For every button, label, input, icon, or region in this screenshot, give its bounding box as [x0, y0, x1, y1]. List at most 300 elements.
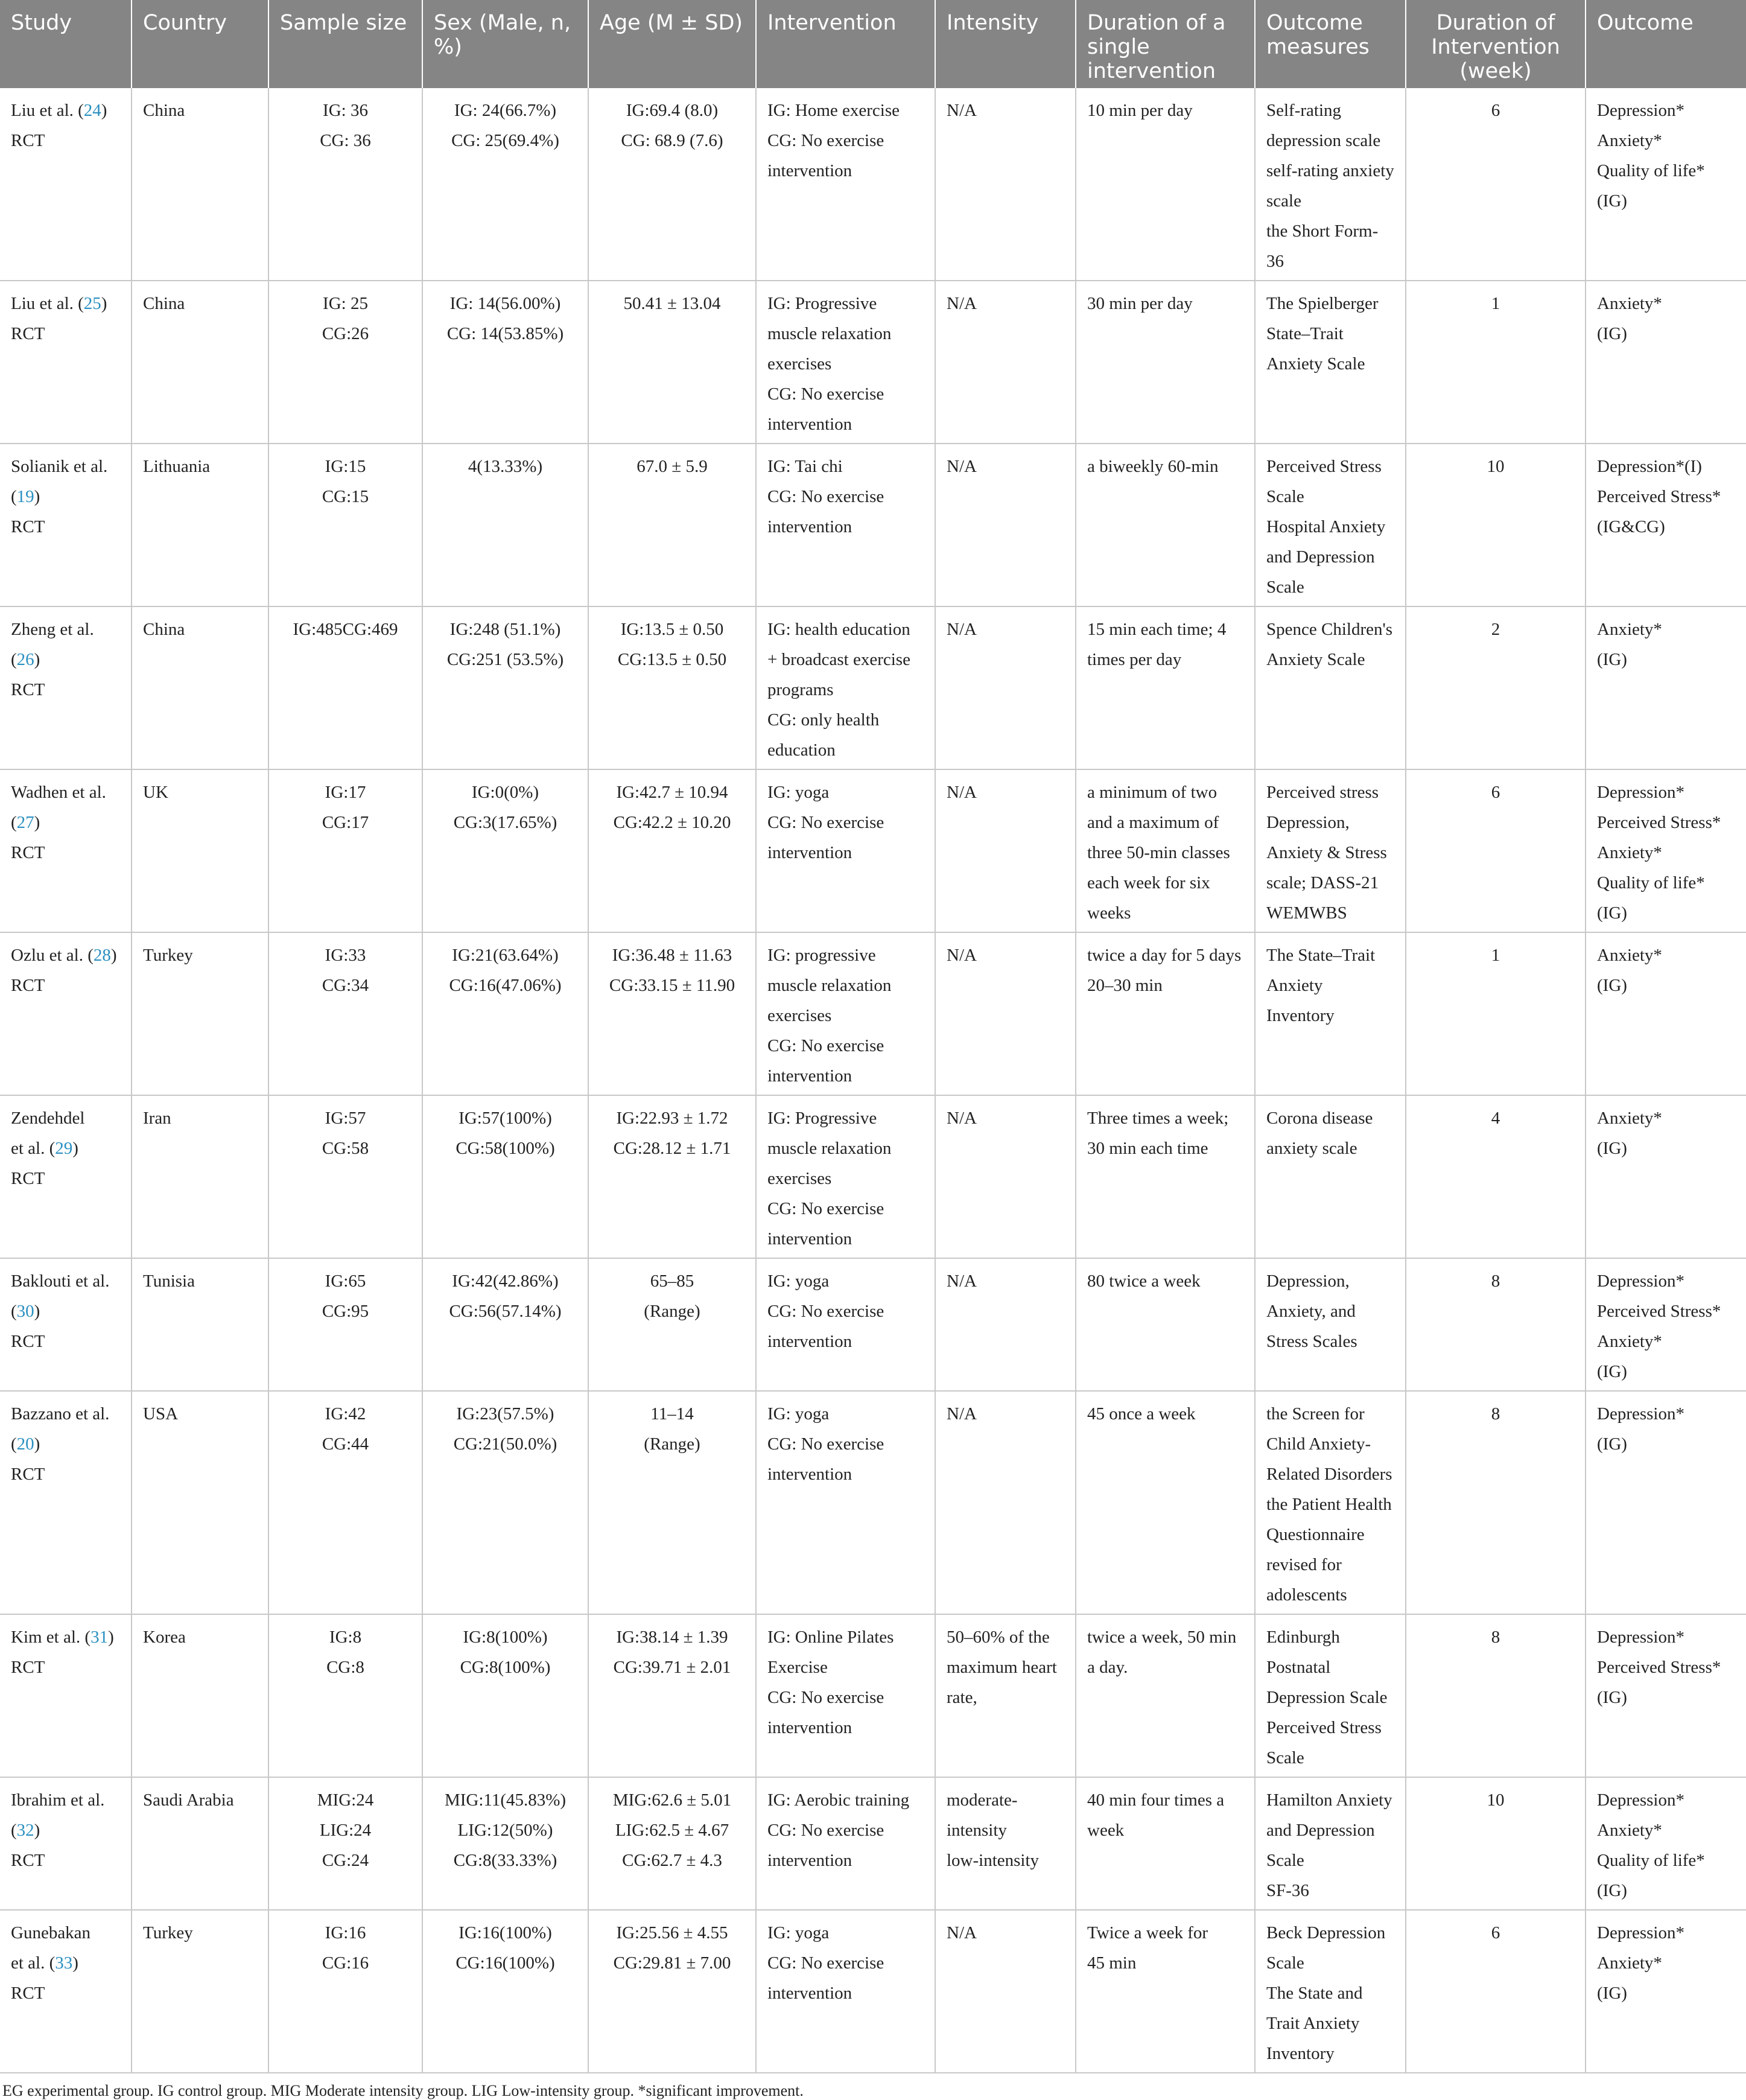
cell-line — [11, 1326, 120, 1357]
cell-line — [11, 1163, 120, 1194]
weeks-cell — [1406, 444, 1586, 606]
cell-line: Perceived stress — [1266, 783, 1379, 802]
sample-size-cell — [268, 1258, 422, 1391]
study-text: ( — [11, 1302, 17, 1321]
cell-line: intervention — [767, 161, 852, 180]
cell-line: scale; DASS-21 — [1266, 873, 1379, 892]
cell-line: + broadcast exercise — [767, 650, 910, 669]
cell-line — [11, 1815, 120, 1845]
cell-line: CG:13.5 ± 0.50 — [617, 650, 727, 669]
cell-line: 45 min — [1087, 1953, 1137, 1973]
weeks-cell — [1406, 1614, 1586, 1777]
cell-line: SF-36 — [1266, 1881, 1309, 1900]
cell-line: N/A — [947, 457, 977, 476]
cell-line: self-rating anxiety — [1266, 161, 1394, 180]
cell-line: programs — [767, 680, 834, 699]
cell-line: Scale — [1266, 1953, 1304, 1973]
age-cell — [588, 1777, 756, 1910]
cell-line: CG:29.81 ± 7.00 — [613, 1953, 731, 1973]
cell-line: IG:22.93 ± 1.72 — [616, 1109, 728, 1128]
outcome-cell — [1586, 1095, 1746, 1258]
intensity-cell — [935, 1095, 1076, 1258]
weeks-cell — [1406, 606, 1586, 769]
cell-line — [11, 1266, 120, 1296]
cell-line: muscle relaxation — [767, 324, 892, 343]
cell-line: 4 — [1491, 1109, 1500, 1128]
cell-line: Anxiety, and — [1266, 1302, 1356, 1321]
cell-line: CG:24 — [322, 1851, 369, 1870]
cell-line: twice a day for 5 days — [1087, 946, 1242, 965]
cell-line: Corona disease — [1266, 1109, 1373, 1128]
age-cell — [588, 444, 756, 606]
outcome-cell — [1586, 281, 1746, 444]
cell-line: Perceived Stress* — [1597, 1302, 1721, 1321]
cell-line: exercises — [767, 1006, 832, 1025]
table-row — [0, 769, 1746, 932]
cell-line — [11, 1652, 120, 1682]
study-text: ) — [72, 1953, 78, 1973]
outcome-measures-cell — [1255, 1095, 1406, 1258]
study-text: RCT — [11, 1984, 45, 2003]
cell-line: weeks — [1087, 903, 1131, 923]
cell-line: The State and — [1266, 1984, 1363, 2003]
cell-line: CG:44 — [322, 1434, 369, 1454]
study-cell — [0, 1910, 132, 2073]
cell-line: IG: 14(56.00%) — [449, 294, 561, 313]
single-duration-cell — [1076, 1910, 1255, 2073]
cell-line: CG:58(100%) — [456, 1139, 555, 1158]
cell-line — [11, 940, 120, 970]
cell-line: (IG) — [1597, 650, 1627, 669]
cell-line: 8 — [1491, 1271, 1500, 1291]
cell-line: intervention — [767, 1851, 852, 1870]
intervention-cell — [756, 1258, 935, 1391]
reference-link[interactable]: 31 — [90, 1628, 109, 1647]
study-text: ) — [34, 1302, 40, 1321]
study-text: RCT — [11, 976, 45, 995]
study-text: ( — [11, 1434, 17, 1454]
cell-line: Turkey — [143, 1923, 193, 1942]
cell-line — [11, 1296, 120, 1326]
cell-line — [11, 838, 120, 868]
cell-line: CG: 68.9 (7.6) — [621, 131, 723, 150]
age-cell — [588, 769, 756, 932]
cell-line: exercises — [767, 1169, 832, 1188]
cell-line: CG: No exercise — [767, 813, 884, 832]
cell-line: Edinburgh — [1266, 1628, 1340, 1647]
study-text: RCT — [11, 1332, 45, 1351]
reference-link[interactable]: 28 — [93, 946, 111, 965]
weeks-cell — [1406, 932, 1586, 1095]
cell-line: CG: No exercise — [767, 1302, 884, 1321]
study-text: RCT — [11, 324, 45, 343]
cell-line: Tunisia — [143, 1271, 195, 1291]
cell-line: the Screen for — [1266, 1404, 1365, 1424]
single-duration-cell — [1076, 281, 1255, 444]
single-duration-cell — [1076, 769, 1255, 932]
cell-line: Anxiety Inventory — [1266, 976, 1335, 1025]
cell-line: 6 — [1491, 783, 1500, 802]
cell-line: a day. — [1087, 1658, 1128, 1677]
reference-link[interactable]: 29 — [55, 1139, 73, 1158]
study-text: Gunebakan — [11, 1923, 91, 1942]
cell-line: IG:33 — [325, 946, 366, 965]
study-text: RCT — [11, 843, 45, 862]
sex-cell — [422, 1391, 588, 1614]
cell-line — [11, 644, 120, 675]
cell-line: intervention — [767, 1984, 852, 2003]
cell-line: Anxiety* — [1597, 1953, 1662, 1973]
cell-line: MIG:24 — [317, 1790, 374, 1810]
col-header-study: Study — [0, 0, 132, 88]
cell-line: China — [143, 620, 185, 639]
cell-line — [11, 126, 120, 156]
cell-line — [11, 95, 120, 126]
cell-line: China — [143, 101, 185, 120]
cell-line: CG:17 — [322, 813, 369, 832]
cell-line: Perceived Stress* — [1597, 1658, 1721, 1677]
cell-line: IG:42(42.86%) — [452, 1271, 559, 1291]
study-text: RCT — [11, 1169, 45, 1188]
cell-line: Stress Scales — [1266, 1332, 1357, 1351]
cell-line: N/A — [947, 1923, 977, 1942]
cell-line: Turkey — [143, 946, 193, 965]
cell-line — [11, 1459, 120, 1489]
intervention-cell — [756, 769, 935, 932]
cell-line: intensity — [947, 1821, 1007, 1840]
outcome-cell — [1586, 1258, 1746, 1391]
cell-line: Hospital Anxiety — [1266, 517, 1386, 536]
study-text: et al. ( — [11, 1953, 56, 1973]
cell-line: revised for — [1266, 1555, 1342, 1574]
sample-size-cell — [268, 606, 422, 769]
cell-line: CG:15 — [322, 487, 369, 506]
col-header-weeks: Duration of Intervention (week) — [1406, 0, 1586, 88]
outcome-measures-cell — [1255, 1258, 1406, 1391]
cell-line: CG: 36 — [320, 131, 371, 150]
intensity-cell — [935, 1910, 1076, 2073]
cell-line: IG:8(100%) — [463, 1628, 548, 1647]
study-cell — [0, 769, 132, 932]
outcome-measures-cell — [1255, 1910, 1406, 2073]
cell-line: N/A — [947, 294, 977, 313]
sex-cell — [422, 1777, 588, 1910]
col-header-outcome: Outcome — [1586, 0, 1746, 88]
cell-line — [11, 1622, 120, 1652]
cell-line: IG: Home exercise — [767, 101, 900, 120]
cell-line: LIG:62.5 ± 4.67 — [615, 1821, 729, 1840]
country-cell — [132, 281, 268, 444]
cell-line: 30 min per day — [1087, 294, 1193, 313]
intensity-cell — [935, 606, 1076, 769]
age-cell — [588, 1614, 756, 1777]
cell-line: UK — [143, 783, 168, 802]
cell-line — [11, 1948, 120, 1978]
cell-line: CG: No exercise — [767, 1036, 884, 1055]
cell-line: Related Disorders — [1266, 1465, 1392, 1484]
weeks-cell — [1406, 1258, 1586, 1391]
cell-line: CG:16(100%) — [456, 1953, 555, 1973]
col-header-single-duration: Duration of a single intervention — [1076, 0, 1255, 88]
study-cell — [0, 281, 132, 444]
cell-line: IG: Online Pilates — [767, 1628, 894, 1647]
study-text: ) — [34, 1434, 40, 1454]
cell-line: 40 min four times a — [1087, 1790, 1225, 1810]
cell-line: Perceived Stress — [1266, 1718, 1382, 1737]
cell-line: CG: No exercise — [767, 1199, 884, 1218]
study-cell — [0, 1095, 132, 1258]
cell-line: Anxiety* — [1597, 946, 1662, 965]
cell-line: CG:8(100%) — [460, 1658, 551, 1677]
cell-line: 11–14 — [650, 1404, 694, 1424]
table-row — [0, 932, 1746, 1095]
cell-line: Questionnaire — [1266, 1525, 1365, 1544]
cell-line: intervention — [767, 415, 852, 434]
cell-line: CG:8 — [326, 1658, 364, 1677]
cell-line: 30 min each time — [1087, 1139, 1208, 1158]
cell-line: Anxiety* — [1597, 620, 1662, 639]
cell-line: CG:26 — [322, 324, 369, 343]
study-text: Solianik et al. — [11, 457, 108, 476]
study-text: et al. ( — [11, 1139, 56, 1158]
sex-cell — [422, 606, 588, 769]
cell-line: IG:485CG:469 — [293, 620, 398, 639]
outcome-cell — [1586, 1614, 1746, 1777]
cell-line — [11, 970, 120, 1001]
cell-line: Depression* — [1597, 1404, 1684, 1424]
cell-line — [11, 777, 120, 807]
table-footnote: EG experimental group. IG control group. MIG Moderate intensity group. LIG Low-intensity group. *significant improvement. — [2, 2082, 804, 2099]
cell-line: three 50-min classes — [1087, 843, 1230, 862]
weeks-cell — [1406, 1910, 1586, 2073]
cell-line: Quality of life* — [1597, 1851, 1705, 1870]
cell-line: IG: yoga — [767, 1404, 830, 1424]
cell-line: Quality of life* — [1597, 161, 1705, 180]
outcome-cell — [1586, 444, 1746, 606]
reference-link[interactable]: 33 — [55, 1953, 73, 1973]
cell-line: Scale — [1266, 578, 1304, 597]
country-cell — [132, 1910, 268, 2073]
cell-line: 10 — [1487, 457, 1505, 476]
country-cell — [132, 88, 268, 281]
cell-line: CG: No exercise — [767, 1434, 884, 1454]
cell-line: N/A — [947, 1109, 977, 1128]
cell-line: IG:25.56 ± 4.55 — [616, 1923, 728, 1942]
sex-cell — [422, 769, 588, 932]
study-text: Wadhen et al. — [11, 783, 106, 802]
cell-line: CG:21(50.0%) — [453, 1434, 557, 1454]
sex-cell — [422, 281, 588, 444]
sex-cell — [422, 932, 588, 1095]
outcome-cell — [1586, 1910, 1746, 2073]
cell-line: N/A — [947, 1404, 977, 1424]
reference-link[interactable]: 20 — [16, 1434, 34, 1454]
intensity-cell — [935, 932, 1076, 1095]
age-cell — [588, 1258, 756, 1391]
cell-line: 10 — [1487, 1790, 1505, 1810]
table-row — [0, 1614, 1746, 1777]
col-header-country: Country — [132, 0, 268, 88]
sex-cell — [422, 1095, 588, 1258]
col-header-intensity: Intensity — [935, 0, 1076, 88]
cell-line: 1 — [1491, 294, 1500, 313]
cell-line: Three times a week; — [1087, 1109, 1229, 1128]
cell-line: depression scale — [1266, 131, 1381, 150]
cell-line: Inventory — [1266, 2044, 1335, 2063]
cell-line: IG: Tai chi — [767, 457, 843, 476]
outcome-cell — [1586, 1391, 1746, 1614]
weeks-cell — [1406, 1777, 1586, 1910]
cell-line: 20–30 min — [1087, 976, 1163, 995]
sex-cell — [422, 1258, 588, 1391]
cell-line: (IG) — [1597, 1688, 1627, 1707]
cell-line: CG: only health — [767, 710, 880, 730]
cell-line: IG: 36 — [323, 101, 368, 120]
cell-line: Child Anxiety- — [1266, 1434, 1371, 1454]
cell-line: Depression* — [1597, 1271, 1684, 1291]
cell-line: CG:251 (53.5%) — [446, 650, 564, 669]
reference-link[interactable]: 25 — [83, 294, 101, 313]
cell-line: 10 min per day — [1087, 101, 1193, 120]
col-header-outcome-measures: Outcome measures — [1255, 0, 1406, 88]
study-text: ( — [11, 650, 17, 669]
study-text: ( — [11, 487, 17, 506]
cell-line: a minimum of two — [1087, 783, 1217, 802]
cell-line: each week for six — [1087, 873, 1210, 892]
outcome-measures-cell — [1255, 769, 1406, 932]
cell-line: 6 — [1491, 101, 1500, 120]
outcome-measures-cell — [1255, 1391, 1406, 1614]
reference-link[interactable]: 27 — [16, 813, 34, 832]
intensity-cell — [935, 444, 1076, 606]
cell-line: IG: health education — [767, 620, 910, 639]
study-text: RCT — [11, 131, 45, 150]
study-text: Liu et al. ( — [11, 294, 84, 313]
cell-line: and Depression — [1266, 1821, 1375, 1840]
cell-line: IG:15 — [325, 457, 366, 476]
single-duration-cell — [1076, 1777, 1255, 1910]
age-cell — [588, 1910, 756, 2073]
cell-line — [11, 451, 120, 482]
cell-line — [11, 319, 120, 349]
cell-line: 8 — [1491, 1628, 1500, 1647]
weeks-cell — [1406, 281, 1586, 444]
cell-line: Saudi Arabia — [143, 1790, 234, 1810]
single-duration-cell — [1076, 1391, 1255, 1614]
intervention-cell — [756, 1095, 935, 1258]
cell-line: Depression Scale — [1266, 1688, 1388, 1707]
study-text: Zendehdel — [11, 1109, 85, 1128]
country-cell — [132, 769, 268, 932]
intensity-cell — [935, 1777, 1076, 1910]
cell-line: Anxiety* — [1597, 294, 1662, 313]
cell-line: scale — [1266, 191, 1301, 211]
cell-line: IG: 25 — [323, 294, 368, 313]
study-text: RCT — [11, 1658, 45, 1677]
study-text: ) — [108, 1628, 114, 1647]
cell-line: IG: yoga — [767, 1271, 830, 1291]
cell-line: CG: 25(69.4%) — [451, 131, 559, 150]
cell-line: 15 min each time; 4 — [1087, 620, 1227, 639]
cell-line: CG:42.2 ± 10.20 — [613, 813, 731, 832]
cell-line: LIG:24 — [319, 1821, 372, 1840]
cell-line: (IG&CG) — [1597, 517, 1665, 536]
cell-line — [11, 1785, 120, 1815]
cell-line: CG: No exercise — [767, 384, 884, 404]
cell-line: The State–Trait — [1266, 946, 1376, 965]
cell-line: education — [767, 740, 836, 760]
cell-line: low-intensity — [947, 1851, 1040, 1870]
outcome-measures-cell — [1255, 281, 1406, 444]
cell-line: Quality of life* — [1597, 873, 1705, 892]
intervention-cell — [756, 1391, 935, 1614]
sample-size-cell — [268, 932, 422, 1095]
outcome-measures-cell — [1255, 1614, 1406, 1777]
reference-link[interactable]: 19 — [16, 487, 34, 506]
study-text: RCT — [11, 680, 45, 699]
table-row — [0, 1095, 1746, 1258]
cell-line: and Depression — [1266, 547, 1375, 567]
cell-line — [11, 1399, 120, 1429]
cell-line: twice a week, 50 min — [1087, 1628, 1237, 1647]
cell-line — [11, 1918, 120, 1948]
intervention-cell — [756, 1910, 935, 2073]
sample-size-cell — [268, 1777, 422, 1910]
cell-line: IG:16(100%) — [459, 1923, 552, 1942]
sex-cell — [422, 1910, 588, 2073]
cell-line: CG:62.7 ± 4.3 — [622, 1851, 722, 1870]
cell-line: moderate- — [947, 1790, 1018, 1810]
cell-line: USA — [143, 1404, 179, 1424]
cell-line: Depression* — [1597, 783, 1684, 802]
cell-line: Twice a week for — [1087, 1923, 1208, 1942]
study-text: RCT — [11, 1851, 45, 1870]
sample-size-cell — [268, 281, 422, 444]
sex-cell — [422, 88, 588, 281]
study-text: Kim et al. ( — [11, 1628, 91, 1647]
cell-line: IG:69.4 (8.0) — [626, 101, 719, 120]
cell-line: 50.41 ± 13.04 — [623, 294, 721, 313]
cell-line: CG: No exercise — [767, 1953, 884, 1973]
table-row — [0, 1910, 1746, 2073]
table-row — [0, 1258, 1746, 1391]
col-header-sex: Sex (Male, n, %) — [422, 0, 588, 88]
cell-line: IG:16 — [325, 1923, 366, 1942]
cell-line: rate, — [947, 1688, 977, 1707]
reference-link[interactable]: 32 — [16, 1821, 34, 1840]
cell-line: a biweekly 60-min — [1087, 457, 1219, 476]
cell-line: IG:0(0%) — [471, 783, 539, 802]
reference-link[interactable]: 26 — [16, 650, 34, 669]
cell-line: IG: yoga — [767, 783, 830, 802]
cell-line: CG:33.15 ± 11.90 — [609, 976, 735, 995]
outcome-measures-cell — [1255, 88, 1406, 281]
cell-line: Anxiety & Stress — [1266, 843, 1387, 862]
cell-line: anxiety scale — [1266, 1139, 1357, 1158]
study-cell — [0, 1777, 132, 1910]
reference-link[interactable]: 30 — [16, 1302, 34, 1321]
intensity-cell — [935, 1258, 1076, 1391]
study-text: ) — [34, 1821, 40, 1840]
cell-line: CG:95 — [322, 1302, 369, 1321]
cell-line: CG:34 — [322, 976, 369, 995]
table-row — [0, 88, 1746, 281]
study-text: ) — [34, 650, 40, 669]
cell-line: N/A — [947, 101, 977, 120]
cell-line: Exercise — [767, 1658, 828, 1677]
reference-link[interactable]: 24 — [83, 101, 101, 120]
cell-line: Depression, — [1266, 813, 1350, 832]
